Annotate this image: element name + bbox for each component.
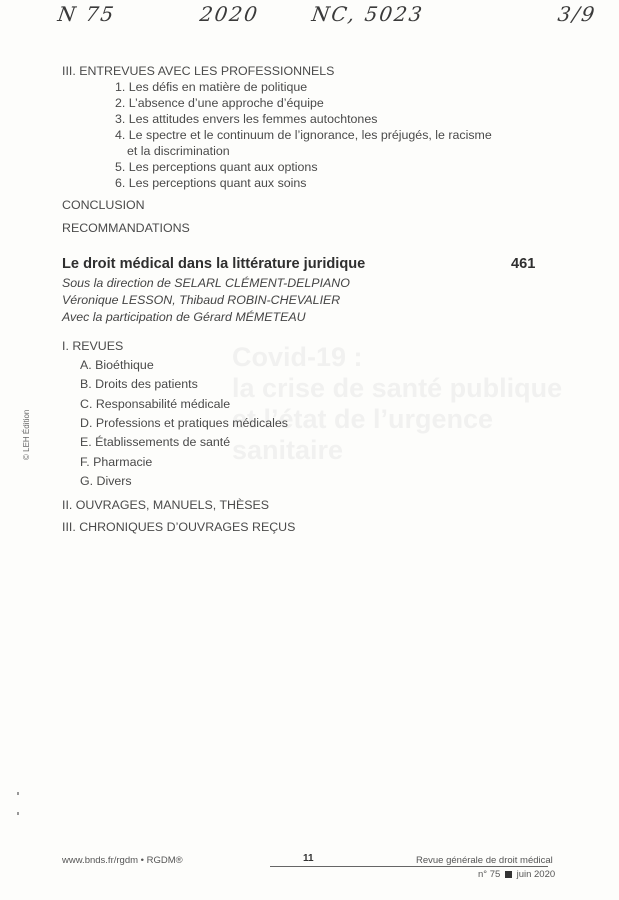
section-conclusion: CONCLUSION <box>62 198 145 212</box>
footer-issue <box>478 869 555 880</box>
toc-item-continuation: et la discrimination <box>127 144 230 158</box>
footer-journal-name: Revue générale de droit médical <box>416 855 553 866</box>
toc-item: 6. Les perceptions quant aux soins <box>115 176 307 190</box>
bleed-line: Covid-19 : <box>232 342 363 372</box>
toc-item: 3. Les attitudes envers les femmes autochtones <box>115 112 378 126</box>
revue-item: G. Divers <box>80 474 132 488</box>
footer-page-number: 11 <box>303 853 314 864</box>
toc-item: 2. L’absence d’une approche d’équipe <box>115 96 324 110</box>
scan-speck <box>17 792 19 795</box>
article-credit: Avec la participation de Gérard MÉMETEAU <box>62 310 306 324</box>
scan-speck <box>17 812 19 815</box>
revue-item: F. Pharmacie <box>80 455 153 469</box>
revue-item: E. Établissements de santé <box>80 435 231 449</box>
article-credit: Véronique LESSON, Thibaud ROBIN-CHEVALIER <box>62 293 341 307</box>
handwritten-reference: NC, 5023 <box>310 2 426 26</box>
toc-item: 4. Le spectre et le continuum de l’ignorance, les préjugés, le racisme <box>115 128 492 142</box>
article-credit: Sous la direction de SELARL CLÉMENT-DELPIANO <box>62 276 350 290</box>
side-copyright: © LEH Édition <box>22 409 31 460</box>
section-title-entrevues: III. ENTREVUES AVEC LES PROFESSIONNELS <box>62 64 335 78</box>
article-page-number: 461 <box>511 256 536 272</box>
revue-item: D. Professions et pratiques médicales <box>80 416 288 430</box>
article-title: Le droit médical dans la littérature juridique <box>62 256 366 272</box>
revue-item: C. Responsabilité médicale <box>80 397 231 411</box>
revue-item: A. Bioéthique <box>80 358 154 372</box>
footer-website: www.bnds.fr/rgdm • RGDM® <box>62 855 183 866</box>
square-bullet-icon <box>505 871 512 878</box>
bleed-through-text <box>232 342 572 466</box>
footer-issue-number: n° 75 <box>478 869 501 880</box>
handwritten-issue-number: N 75 <box>56 2 117 26</box>
footer-rule <box>270 866 548 867</box>
revue-item: B. Droits des patients <box>80 377 198 391</box>
section-recommandations: RECOMMANDATIONS <box>62 221 190 235</box>
section-ouvrages: II. OUVRAGES, MANUELS, THÈSES <box>62 498 270 512</box>
toc-item: 1. Les défis en matière de politique <box>115 80 308 94</box>
bleed-line: la crise de santé publique <box>232 373 563 403</box>
toc-item: 5. Les perceptions quant aux options <box>115 160 318 174</box>
footer-issue-date: juin 2020 <box>516 869 556 880</box>
bleed-line: et l’état de l’urgence sanitaire <box>232 404 494 465</box>
handwritten-year: 2020 <box>198 2 261 26</box>
handwritten-page-count: 3/9 <box>556 2 598 26</box>
section-revues: I. REVUES <box>62 339 124 353</box>
section-chroniques: III. CHRONIQUES D’OUVRAGES REÇUS <box>62 520 296 534</box>
